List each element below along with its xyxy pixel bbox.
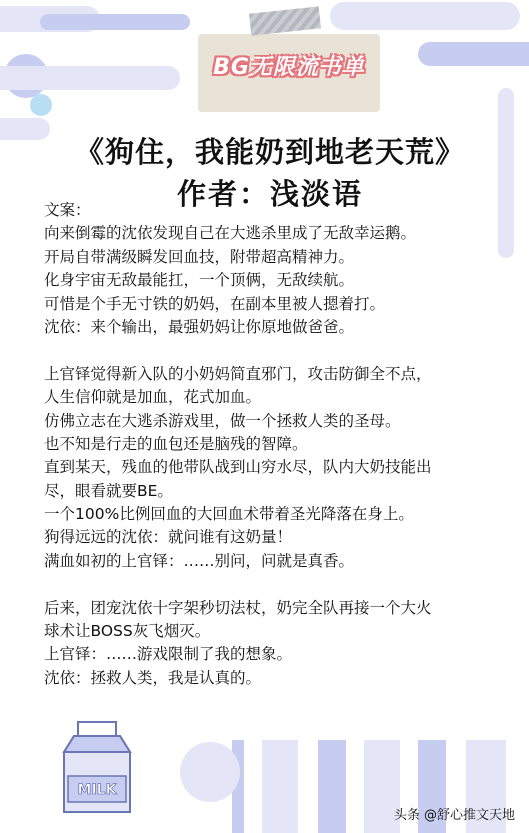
synopsis-line: 直到某天，残血的他带队战到山穷水尽，队内大奶技能出 xyxy=(44,458,432,477)
synopsis xyxy=(44,199,504,690)
synopsis-line: 一个100%比例回血的大回血术带着圣光降落在身上。 xyxy=(44,505,414,524)
author-line: 作者：浅淡语 xyxy=(176,177,363,211)
book-title: 《狗住，我能奶到地老天荒》 xyxy=(74,135,465,169)
synopsis-line: 上官铎：……游戏限制了我的想象。 xyxy=(44,645,293,664)
synopsis-line: 狗得远远的沈依：就问谁有这奶量！ xyxy=(44,528,293,547)
deco-pill-top-left-2 xyxy=(40,14,190,30)
synopsis-line: 可惜是个手无寸铁的奶妈，在副本里被人摁着打。 xyxy=(44,294,386,313)
deco-pill-left-lower xyxy=(0,118,50,140)
synopsis-line: 人生信仰就是加血，花式加血。 xyxy=(44,388,262,407)
synopsis-line: 也不知是行走的血包还是脑残的智障。 xyxy=(44,434,308,453)
synopsis-line: 文案： xyxy=(44,201,91,219)
deco-pill-left-2 xyxy=(0,66,180,90)
footer-credit: 头条 @舒心推文天地 xyxy=(393,808,515,823)
booklist-title: BG无限流书单 xyxy=(213,55,365,80)
deco-dot-small xyxy=(30,94,52,116)
synopsis-line: 仿佛立志在大逃杀游戏里，做一个拯救人类的圣母。 xyxy=(44,411,401,430)
synopsis-line: 向来倒霉的沈依发现自己在大逃杀里成了无敌幸运鹅。 xyxy=(44,224,417,243)
synopsis-line: 上官铎觉得新入队的小奶妈简直邪门，攻击防御全不点， xyxy=(44,364,432,383)
synopsis-gap xyxy=(44,573,504,596)
deco-pill-right xyxy=(418,42,529,66)
synopsis-line: 满血如初的上官铎：……别问，问就是真香。 xyxy=(44,551,355,570)
milk-carton-icon xyxy=(60,718,134,814)
synopsis-line: 尽，眼看就要BE。 xyxy=(44,481,173,500)
synopsis-line: 后来，团宠沈依十字架秒切法杖，奶完全队再接一个大火 xyxy=(44,598,432,617)
synopsis-line: 沈依：来个输出，最强奶妈让你原地做爸爸。 xyxy=(44,317,355,336)
deco-arc-bottom xyxy=(180,742,240,802)
deco-stripe-2 xyxy=(262,740,298,833)
synopsis-line: 沈依：拯救人类，我是认真的。 xyxy=(44,668,262,687)
synopsis-line: 化身宇宙无敌最能扛，一个顶俩，无敌续航。 xyxy=(44,271,355,290)
milk-label: MILK xyxy=(77,782,117,798)
deco-pill-top-right xyxy=(330,2,520,30)
synopsis-gap xyxy=(44,339,504,362)
tape-decoration xyxy=(249,6,321,35)
synopsis-line: 开局自带满级瞬发回血技，附带超高精神力。 xyxy=(44,247,355,266)
deco-stripe-3 xyxy=(318,740,346,833)
synopsis-line: 球术让BOSS灰飞烟灭。 xyxy=(44,622,211,641)
